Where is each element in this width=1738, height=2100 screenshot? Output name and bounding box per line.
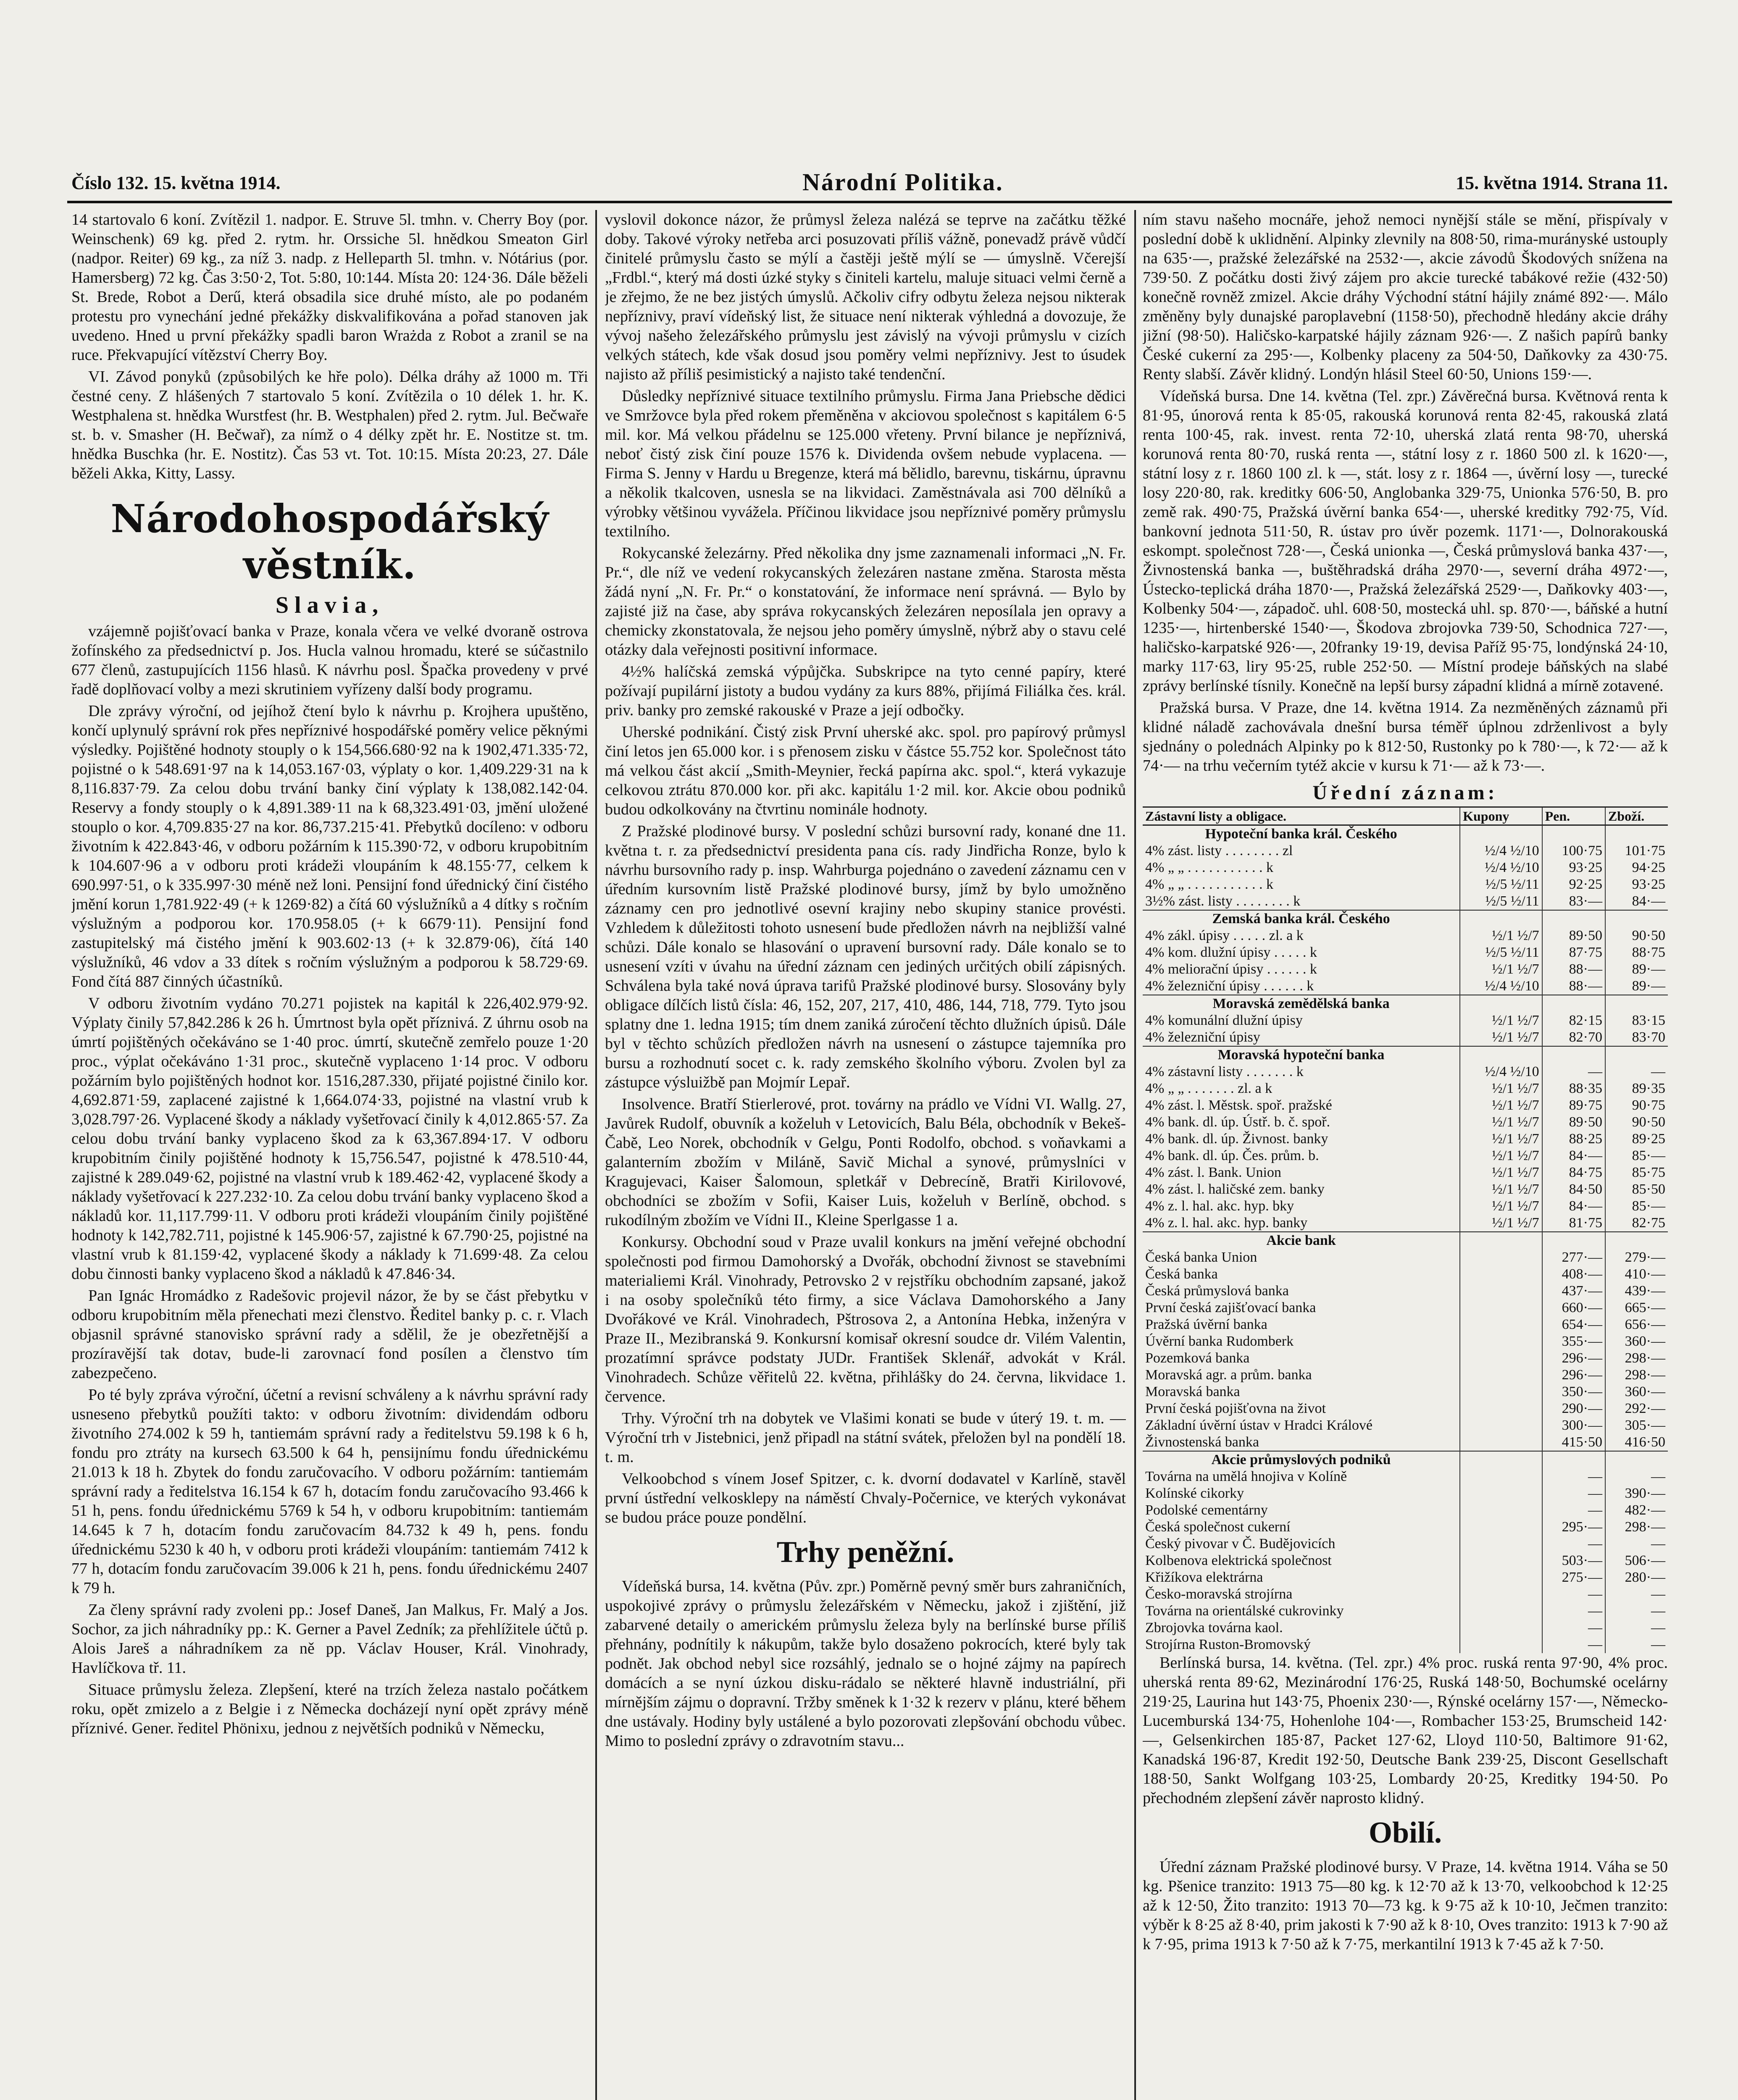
header-issue: Číslo 132. 15. května 1914. bbox=[71, 173, 281, 193]
table-cell: — bbox=[1605, 1636, 1668, 1653]
table-row bbox=[1143, 1012, 1668, 1029]
table-cell bbox=[1542, 1232, 1605, 1249]
table-cell: ½/1 ½/7 bbox=[1460, 1164, 1542, 1181]
article-paragraph: Velkoobchod s vínem Josef Spitzer, c. k. dvorní dodavatel v Karlíně, stavěl první ústřední velkosklepy na náměstí Chvaly-Počernice, ve kterých vykonávat se budou práce pouze pondělní. bbox=[605, 1470, 1126, 1526]
table-cell: 90·50 bbox=[1605, 1114, 1668, 1131]
table-cell: 410·— bbox=[1605, 1266, 1668, 1283]
table-cell: ½/1 ½/7 bbox=[1460, 927, 1542, 944]
table-cell: Česko-moravská strojírna bbox=[1145, 1586, 1293, 1602]
table-cell: Zbrojovka továrna kaol. bbox=[1145, 1620, 1283, 1635]
table-cell: ½/1 ½/7 bbox=[1460, 1181, 1542, 1198]
table-cell bbox=[1460, 910, 1542, 927]
table-cell: Pozemková banka bbox=[1145, 1350, 1250, 1366]
money-markets-heading: Trhy peněžní. bbox=[776, 1535, 954, 1569]
table-cell: Křižíkova elektrárna bbox=[1145, 1570, 1263, 1585]
table-cell: — bbox=[1542, 1636, 1605, 1653]
table-cell: 408·— bbox=[1542, 1266, 1605, 1283]
table-cell: 279·— bbox=[1605, 1249, 1668, 1266]
race-report-2: VI. Závod ponyků (způsobilých ke hře polo). Délka dráhy až 1000 m. Tři čestné ceny. Z hlášených 7 startovalo 5 koní. Zvítězila o 10 délek 1. hr. K. Westphalena st. hnědka Wurstfest (hr. B. Westphalen) před 2. rytm. Jul. Bečwaře st. b. v. Smasher (H. Bečwař), za nímž o 4 délky zpět hr. E. Nostitze st. tm. hnědka Buschka (hr. E. Nostitz). Čas 53 vt. Tot. 10:15. Místa 20:23, 27. Dále běželi Akka, Kitty, Lassy. bbox=[71, 368, 588, 482]
table-cell bbox=[1460, 1232, 1542, 1249]
table-cell: 439·— bbox=[1605, 1283, 1668, 1299]
table-row bbox=[1143, 1114, 1668, 1131]
table-cell: Továrna na umělá hnojiva v Kolíně bbox=[1145, 1469, 1347, 1484]
table-cell: Strojírna Ruston-Bromovský bbox=[1145, 1637, 1311, 1652]
table-cell: 4% zást. l. Městsk. spoř. pražské bbox=[1145, 1097, 1332, 1113]
table-cell: 88·— bbox=[1542, 961, 1605, 978]
table-cell: Kolbenova elektrická společnost bbox=[1145, 1553, 1332, 1568]
table-cell: 4% „ „ . . . . . . . . . . . k bbox=[1145, 860, 1274, 875]
table-cell: ½/5 ½/11 bbox=[1460, 893, 1542, 910]
table-row bbox=[1143, 910, 1668, 927]
table-row bbox=[1143, 876, 1668, 893]
table-row bbox=[1143, 1046, 1668, 1063]
header-title: Národní Politika. bbox=[802, 168, 1004, 196]
table-cell: — bbox=[1542, 1586, 1605, 1603]
table-cell bbox=[1605, 910, 1668, 927]
table-cell bbox=[1605, 825, 1668, 843]
table-cell: 87·75 bbox=[1542, 944, 1605, 961]
table-row bbox=[1143, 1536, 1668, 1552]
table-row bbox=[1143, 1063, 1668, 1080]
table-cell bbox=[1542, 1046, 1605, 1063]
table-cell: 82·70 bbox=[1542, 1029, 1605, 1046]
article-paragraph: V odboru životním vydáno 70.271 pojistek na kapitál k 226,402.979·92. Výplaty činily 57,842.286 k 26 h. Úmrtnost byla opět příznivá. Z úhrnu osob na úmrtí pojištěných očekáváno se 1·40 proc. úmrtí, skutečně zemřelo pouze 1·20 proc., výplat očekáváno 1·31 proc., skutečně vyplaceno 1·14 proc. V odboru požárním bylo pojištěných hodnot kor. 1516,287.330, přijaté pojistné činilo kor. 4,692.871·59, zaplacené zajistné k 1,664.074·33, pojistné na vlastní vrub k 3,028.797·26. Vyplacené škody a náklady vyšetřovací činily k 4,012.865·57. Za celou dobu trvání banky vyplaceno škod za k 63,367.894·17. V odboru krupobitním činily pojištěné hodnoty k 15,756.547, pojistné k 478.510·44, zajistné k 289.049·62, pojistné na vlastní vrub k 189.462·42, vyplacené škody a náklady vyšetřovací k 227.232·10. Za celou dobu trvání banky vyplaceno škod a nákladů kor. 11,117.799·11. V odboru proti krádeži vloupáním činily pojištěné hodnoty k 142,782.711, pojistné k 145.906·57, zajistné k 67.790·25, pojistné na vlastní vrub k 81.159·42, vyplacené škody a náklady k 71.699·48. Za celou dobu činnosti banky vyplaceno škod a nákladů k 47.846·34. bbox=[71, 995, 588, 1283]
article-paragraph: Pražská bursa. V Praze, dne 14. května 1914. Za nezměněných záznamů při klidné náladě zachovávala dnešní bursa téměř úplnou zdrženlivost a byly sjednány o polednách Alpinky po k 812·50, Rustonky po k 780·—, k 72·— až k 74·— na trhu večerním tytéž akcie v kursu k 71·— až k 73·—. bbox=[1143, 699, 1668, 774]
table-cell: ½/5 ½/11 bbox=[1460, 876, 1542, 893]
table-header: Zboží. bbox=[1605, 807, 1668, 825]
table-cell: 4% „ „ . . . . . . . . . . . k bbox=[1145, 877, 1274, 892]
article-paragraph: Dle zprávy výroční, od jejíhož čtení bylo k návrhu p. Krojhera upuštěno, končí uplynulý správní rok přes nepříznivé hospodářské poměry velice pěknými výsledky. Pojištěné hodnoty stouply o k 154,566.680·92 na k 1902,471.335·72, pojistné o k 548.691·97 na k 14,053.167·03, výplaty o kor. 1,409.229·31 na k 8,116.837·79. Za celou dobu trvání banky činí výplaty k 138,082.142·04. Reservy a fondy stouply o k 4,891.389·11 na k 68,323.491·03, jmění uložené stouplo o kor. 4,709.835·27 na kor. 86,737.215·41. Přebytků docíleno: v odboru životním k 422.843·46, v odboru požárním k 115.390·72, v odboru krupobitním k 104.607·96 a v odboru proti krádeži vloupáním k 48.155·77, celkem k 690.997·51, o k 335.997·30 méně než loni. Pensijní fond úřednický činí čistého jmění korun 1,781.922·49 (+ k 1269·82) a čítá 60 výslužníků a 4 dítky s ročním výslužným a podporou kor. 170.958.05 (+ k 6679·11). Pensijní fond zastupitelský má čistého jmění k 903.602·13 (+ k 32.879·06), čítá 140 výslužníků, 46 vdov a 33 dítek s ročním výslužným a podporou k 58.729·69. Fond čítá 887 činných účastníků. bbox=[71, 702, 588, 990]
table-cell: ½/1 ½/7 bbox=[1460, 1097, 1542, 1114]
table-row bbox=[1143, 859, 1668, 876]
table-cell bbox=[1460, 1502, 1542, 1519]
table-cell: 84·— bbox=[1605, 893, 1668, 910]
column-1 bbox=[71, 210, 588, 2100]
header-page: 15. května 1914. Strana 11. bbox=[1456, 173, 1668, 193]
article-paragraph: Trhy. Výroční trh na dobytek ve Vlašimi konati se bude v úterý 19. t. m. — Výroční trh v Jistebnici, jenž připadl na státní svátek, přeložen byl na pondělí 18. t. m. bbox=[605, 1410, 1126, 1466]
table-cell: První česká zajišťovací banka bbox=[1145, 1300, 1316, 1315]
table-cell: 83·15 bbox=[1605, 1012, 1668, 1029]
table-cell: ½/1 ½/7 bbox=[1460, 1114, 1542, 1131]
table-cell: — bbox=[1605, 1536, 1668, 1552]
table-row bbox=[1143, 1147, 1668, 1164]
table-cell: Živnostenská banka bbox=[1145, 1434, 1259, 1450]
table-cell: 503·— bbox=[1542, 1552, 1605, 1569]
table-cell bbox=[1605, 1046, 1668, 1063]
table-cell bbox=[1460, 1333, 1542, 1350]
table-cell: Podolské cementárny bbox=[1145, 1502, 1268, 1518]
table-cell bbox=[1460, 1485, 1542, 1502]
table-cell bbox=[1542, 910, 1605, 927]
table-row bbox=[1143, 1485, 1668, 1502]
table-cell: 290·— bbox=[1542, 1400, 1605, 1417]
table-cell: 4% bank. dl. úp. Ústř. b. č. spoř. bbox=[1145, 1114, 1330, 1130]
table-cell: 4% zást. l. Bank. Union bbox=[1145, 1165, 1281, 1180]
table-row bbox=[1143, 1316, 1668, 1333]
table-row bbox=[1143, 1603, 1668, 1620]
table-cell: 665·— bbox=[1605, 1299, 1668, 1316]
table-cell: 4% meliorační úpisy . . . . . . k bbox=[1145, 961, 1317, 977]
table-cell: Moravská zemědělská banka bbox=[1143, 995, 1460, 1012]
table-cell: ½/4 ½/10 bbox=[1460, 843, 1542, 859]
table-cell bbox=[1460, 1299, 1542, 1316]
table-cell: 4% bank. dl. úp. Živnost. banky bbox=[1145, 1131, 1328, 1147]
table-cell: 390·— bbox=[1605, 1485, 1668, 1502]
table-cell: 350·— bbox=[1542, 1383, 1605, 1400]
article-paragraph: Konkursy. Obchodní soud v Praze uvalil konkurs na jmění veřejné obchodní společnosti pod firmou Damohorský a Dvořák, obchodní živnost se stavebními materialiemi Král. Vinohrady, Petrovsko 2 v rejstříku obchodním zapsané, jakož i na osoby společníků této firmy, a sice Václava Damohorského a Jany Dvořákové ve Král. Vinohradech, Pštrosova 2, a Antonína Hebka, inženýra v Praze II., Mezibranská 9. Konkursní komisař okresní soudce dr. Vilém Valentin, prozatímní správce podstaty JUDr. František Sklenář, advokát v Král. Vinohradech. Schůze věřitelů 22. května, přihlášky do 24. června, likvidace 1. července. bbox=[605, 1233, 1126, 1405]
table-cell: ½/1 ½/7 bbox=[1460, 1131, 1542, 1147]
table-cell bbox=[1460, 1552, 1542, 1569]
table-cell: 88·25 bbox=[1542, 1131, 1605, 1147]
article-paragraph: Vídeňská bursa. Dne 14. května (Tel. zpr.) Závěrečná bursa. Květnová renta k 81·95, únorová renta k 85·05, rakouská korunová renta 82·45, rakouská zlatá renta 100·45, rak. invest. renta 72·10, uherská zlatá renta 98·70, uherská korunová renta 80·70, ruská renta —, státní losy z r. 1860 500 zl. k 1620·—, státní losy z r. 1860 100 zl. k —, stát. losy z r. 1864 —, úvěrní losy —, turecké losy 220·80, rak. kreditky 606·50, Anglobanka 329·75, Unionka 576·50, B. pro země rak. 490·75, Pražská úvěrní banka 654·—, uherské kreditky 792·75, Víd. bankovní jednota 511·50, R. ústav pro úvěr pozemk. 1171·—, Dolnorakouská eskompt. společnost 728·—, Česká unionka —, Česká průmyslová banka 437·—, Živnostenská banka —, buštěhradská dráha 2970·—, severní dráha 4972·—, Ústecko-teplická dráha 1870·—, Pražská železářská 2529·—, Daňkovky 403·—, Kolbenky 504·—, západoč. uhl. 608·50, mostecká uhl. sp. 870·—, báňské a hutní 1235·—, hirtenberské 1540·—, Škodova zbrojovka 739·50, Schodnica 727·—, haličsko-karpatské 926·—, 20franky 19·19, devisa Paříž 95·75, londýnská 24·10, marky 117·63, liry 95·25, ruble 252·50. — Místní prodeje báňských na slabé zprávy berlínské tísnily. Konečně na lepší bursy západní klidná a mírně zotavené. bbox=[1143, 387, 1668, 695]
table-cell: — bbox=[1605, 1468, 1668, 1485]
table-cell: Moravská hypoteční banka bbox=[1143, 1046, 1460, 1063]
table-cell: — bbox=[1542, 1502, 1605, 1519]
table-cell: 296·— bbox=[1542, 1367, 1605, 1383]
table-cell: 93·25 bbox=[1542, 859, 1605, 876]
table-row bbox=[1143, 1451, 1668, 1468]
table-cell bbox=[1460, 1434, 1542, 1451]
table-cell: 94·25 bbox=[1605, 859, 1668, 876]
table-cell: 298·— bbox=[1605, 1350, 1668, 1367]
table-cell: 89·35 bbox=[1605, 1080, 1668, 1097]
article-paragraph: Úřední záznam Pražské plodinové bursy. V Praze, 14. května 1914. Váha se 50 kg. Pšenice tranzito: 1913 75—80 kg. k 12·70 až k 13·70, velkoobchod k 12·25 až k 12·50, Žito tranzito: 1913 70—73 kg. k 9·75 až k 10·10, Ječmen tranzito: výběr k 8·25 až 8·40, prim jakosti k 7·90 až k 8·10, Oves tranzito: 1913 k 7·90 až k 7·95, prima 1913 k 7·50 až k 7·75, merkantilní 1913 k 7·45 až k 7·50. bbox=[1143, 1858, 1668, 1953]
table-cell: 82·15 bbox=[1542, 1012, 1605, 1029]
table-header: Zástavní listy a obligace. bbox=[1143, 807, 1460, 825]
table-cell: 298·— bbox=[1605, 1519, 1668, 1536]
table-cell: 90·75 bbox=[1605, 1097, 1668, 1114]
table-cell: 89·— bbox=[1605, 978, 1668, 995]
table-cell bbox=[1605, 995, 1668, 1012]
table-cell: 89·— bbox=[1605, 961, 1668, 978]
table-cell: ½/4 ½/10 bbox=[1460, 978, 1542, 995]
table-cell: 85·— bbox=[1605, 1198, 1668, 1215]
table-cell bbox=[1460, 1266, 1542, 1283]
table-cell: — bbox=[1542, 1620, 1605, 1636]
column-3 bbox=[1143, 210, 1668, 2100]
table-cell: 275·— bbox=[1542, 1569, 1605, 1586]
article-paragraph: vyslovil dokonce názor, že průmysl železa nalézá se teprve na začátku těžké doby. Takové výroky netřeba arci posuzovati příliš vážně, ponevadž právě vůdčí činitelé průmyslu často se mýlí a častěji ještě mýlí se — úmyslně. Včerejší „Frdbl.“, který má dosti úzké styky s činiteli kartelu, maluje situaci velmi černě a je zřejmo, že ne bez jistých úmyslů. Ačkoliv cifry odbytu železa nejsou nikterak nepříznivy, praví vídeňský list, že situace není nikterak výhledná a dovozuje, že vývoj našeho železářského průmyslu jest závislý na vývoji průmyslu v cizích velkých státech, kde však dosud jsou poměry velmi nepříznivy. Jest to úsudek najisto až příliš pesimistický a najisto také tendenční. bbox=[605, 211, 1126, 383]
table-cell bbox=[1460, 1383, 1542, 1400]
table-cell: Pražská úvěrní banka bbox=[1145, 1317, 1267, 1332]
table-cell: 305·— bbox=[1605, 1417, 1668, 1434]
table-cell: 88·— bbox=[1542, 978, 1605, 995]
article-paragraph: 4½% halíčská zemská výpůjčka. Subskripce na tyto cenné papíry, které požívají pupilární jistoty a budou vydány za kurs 88%, přijímá Filiálka čes. král. priv. banky pro zemské rakouské v Praze a její odbočky. bbox=[605, 663, 1126, 719]
table-cell: Česká banka bbox=[1145, 1266, 1218, 1282]
column-rule-1 bbox=[595, 210, 597, 2100]
table-row bbox=[1143, 1232, 1668, 1249]
table-row bbox=[1143, 944, 1668, 961]
table-cell: 89·50 bbox=[1542, 1114, 1605, 1131]
table-row bbox=[1143, 1350, 1668, 1367]
slavia-title: Slavia, bbox=[275, 592, 384, 618]
table-cell: Český pivovar v Č. Budějovicích bbox=[1145, 1536, 1336, 1551]
bond-price-table bbox=[1143, 806, 1668, 1653]
table-cell bbox=[1460, 1586, 1542, 1603]
table-cell: 101·75 bbox=[1605, 843, 1668, 859]
table-row bbox=[1143, 1519, 1668, 1536]
article-paragraph: Rokycanské železárny. Před několika dny jsme zaznamenali informaci „N. Fr. Pr.“, dle níž ve vedení rokycanských železáren nastane změna. Starosta města žádá nyní „N. Fr. Pr.“ o konstatování, že informace není správná. — Bylo by zajisté již na čase, aby správa rokycanských železáren neposílala jen opravy a chemicky zkonstatovala, že nejsou jeho poměry úmyslně, nýbrž aby o stavu celé otázky dala veřejnosti positivní informace. bbox=[605, 544, 1126, 659]
table-header: Kupony bbox=[1460, 807, 1542, 825]
table-cell: 84·— bbox=[1542, 1198, 1605, 1215]
table-cell bbox=[1605, 1232, 1668, 1249]
table-cell: ½/1 ½/7 bbox=[1460, 1198, 1542, 1215]
table-cell bbox=[1542, 995, 1605, 1012]
table-cell: — bbox=[1605, 1586, 1668, 1603]
table-cell bbox=[1460, 1636, 1542, 1653]
table-cell: 4% železniční úpisy . . . . . . k bbox=[1145, 978, 1314, 994]
table-row bbox=[1143, 927, 1668, 944]
table-cell bbox=[1460, 1569, 1542, 1586]
table-cell: 360·— bbox=[1605, 1333, 1668, 1350]
article-paragraph: Pan Ignác Hromádko z Radešovic projevil názor, že by se část přebytku v odboru krupobitním měla přenechati mezi členstvo. Ředitel banky p. c. r. Vlach objasnil správné stanovisko správní rady a sdělil, že je obezřetnější a prozíravější tak dotav, bude-li zarovnací fond posílen a členstvo tím zabezpečeno. bbox=[71, 1287, 588, 1382]
table-cell: 506·— bbox=[1605, 1552, 1668, 1569]
table-cell: 83·70 bbox=[1605, 1029, 1668, 1046]
table-cell: 84·75 bbox=[1542, 1164, 1605, 1181]
table-cell: ½/1 ½/7 bbox=[1460, 1215, 1542, 1232]
article-paragraph: Situace průmyslu železa. Zlepšení, které na trzích železa nastalo počátkem roku, opět zmizelo a z Belgie i z Německa docházejí nyní opět zprávy méně příznivé. Gener. ředitel Phönixu, jednou z největších podniků v Německu, bbox=[71, 1681, 588, 1737]
table-cell: 660·— bbox=[1542, 1299, 1605, 1316]
table-row bbox=[1143, 995, 1668, 1012]
table-cell bbox=[1460, 1046, 1542, 1063]
table-cell: 300·— bbox=[1542, 1417, 1605, 1434]
table-row bbox=[1143, 1181, 1668, 1198]
table-cell: 85·50 bbox=[1605, 1181, 1668, 1198]
table-cell: 4% zástavní listy . . . . . . . k bbox=[1145, 1064, 1304, 1079]
table-cell: 88·35 bbox=[1542, 1080, 1605, 1097]
table-cell: 85·— bbox=[1605, 1147, 1668, 1164]
table-cell: 4% kom. dlužní úpisy . . . . . k bbox=[1145, 945, 1317, 960]
table-cell: ½/4 ½/10 bbox=[1460, 859, 1542, 876]
table-cell: Továrna na orientálské cukrovinky bbox=[1145, 1603, 1344, 1619]
table-cell: Hypoteční banka král. Českého bbox=[1143, 825, 1460, 843]
table-row bbox=[1143, 843, 1668, 859]
table-row bbox=[1143, 1198, 1668, 1215]
table-cell: — bbox=[1542, 1485, 1605, 1502]
table-cell: Kolínské cikorky bbox=[1145, 1486, 1244, 1501]
table-cell: ½/1 ½/7 bbox=[1460, 1029, 1542, 1046]
table-row bbox=[1143, 1333, 1668, 1350]
table-row bbox=[1143, 1502, 1668, 1519]
table-cell bbox=[1460, 1451, 1542, 1468]
table-cell: 93·25 bbox=[1605, 876, 1668, 893]
table-cell: 84·50 bbox=[1542, 1181, 1605, 1198]
table-cell: Akcie průmyslových podniků bbox=[1143, 1451, 1460, 1468]
table-cell: ½/1 ½/7 bbox=[1460, 1147, 1542, 1164]
table-cell bbox=[1460, 1350, 1542, 1367]
table-cell: 292·— bbox=[1605, 1400, 1668, 1417]
table-cell: — bbox=[1542, 1468, 1605, 1485]
table-cell: — bbox=[1542, 1603, 1605, 1620]
table-cell bbox=[1542, 1451, 1605, 1468]
article-paragraph: Po té byly zpráva výroční, účetní a revisní schváleny a k návrhu správní rady usneseno přebytků použíti takto: v odboru životním: dividendám odboru životního 274.002 k 59 h, tantiemám správní rady a ředitelstvu 59.198 k 6 h, fondu pro ztráty na kursech 63.500 k 64 h, pensijnímu fondu úřednickému 21.013 k 18 h. Zbytek do fondu zaručovacího. V odboru požárním: tantiemám správní rady a ředitelstva 16.154 k 67 h, dotacím fondu zaručovacího 93.466 k 51 h, pens. fondu úřednickému 5769 k 54 h, v odboru krupobitním: tantiemám 14.645 k 7 h, dotacím fondu zaručovacím 84.732 k 49 h, pens. fondu úřednickému 5230 k 40 h, v odboru proti krádeži vloupáním: tantiemám 7412 k 77 h, dotacím fondu zaručovacím 39.006 k 21 h, pens. fondu úřednickému 2407 k 79 h. bbox=[71, 1386, 588, 1597]
table-cell: 100·75 bbox=[1542, 843, 1605, 859]
table-row bbox=[1143, 1283, 1668, 1299]
table-cell: — bbox=[1542, 1063, 1605, 1080]
table-cell: 4% bank. dl. úp. Čes. prům. b. bbox=[1145, 1148, 1319, 1163]
table-cell: 3½% zást. listy . . . . . . . . k bbox=[1145, 893, 1301, 909]
table-row bbox=[1143, 1266, 1668, 1283]
table-cell: Zemská banka král. Českého bbox=[1143, 910, 1460, 927]
table-cell: ½/1 ½/7 bbox=[1460, 1012, 1542, 1029]
table-cell bbox=[1605, 1451, 1668, 1468]
table-cell bbox=[1460, 1519, 1542, 1536]
article-paragraph: Vídeňská bursa, 14. května (Pův. zpr.) Poměrně pevný směr burs zahraničních, uspokojivé zprávy o průmyslu železářském v Německu, jakož i zjištění, již zabarvené detaily o americkém průmyslu železa byly na berlínské burse příliš přehnány, podnítily k nákupům, takže bylo dosaženo pokrocích, které byly tak podnět. Jak obchod nebyl sice rozsáhlý, jednalo se o hojné zájmy na papírech domácích a se nyní úzkou disku-rádalo se některé hlavně industriální, při mírnějším zájmu o dopravní. Tržby směnek k 1·32 k rezerv v plánu, které během dne ustávaly. Hodiny byly ustálené a bylo pozorovati zlepšování obchodu vůbec. Mimo to poslední zprávy o zdravotním stavu... bbox=[605, 1578, 1126, 1750]
table-cell: Akcie bank bbox=[1143, 1232, 1460, 1249]
table-cell: 4% zást. l. haličské zem. banky bbox=[1145, 1181, 1325, 1197]
table-cell: 90·50 bbox=[1605, 927, 1668, 944]
table-cell bbox=[1460, 1468, 1542, 1485]
table-row bbox=[1143, 978, 1668, 995]
table-cell: 4% z. l. hal. akc. hyp. bky bbox=[1145, 1198, 1294, 1214]
race-report-1: 14 startovalo 6 koní. Zvítězil 1. nadpor. E. Struve 5l. tmhn. v. Cherry Boy (por. Weinschenk) 69 kg. před 2. rytm. hr. Orssiche 5l. hnědkou Smeaton Girl (nadpor. Reiter) 69 kg., za níž 3. nadp. z Helleparth 5l. tmhn. v. Nótárius (por. Hamersberg) 72 kg. Čas 3:50·2, Tot. 5:80, 10:144. Místa 20: 124·36. Dále běželi St. Brede, Robot a Derű, která obsadila sice druhé místo, ale po podaném protestu pro vynechání jedné překážky diskvalifikována a pořad stanoven jak uvedeno. Hned u první překážky spadli baron Wrażda z Robot a zranil se na ruce. Překvapující vítězství Cherry Boy. bbox=[71, 211, 588, 364]
table-row bbox=[1143, 1552, 1668, 1569]
table-cell: 89·25 bbox=[1605, 1131, 1668, 1147]
table-cell: 298·— bbox=[1605, 1367, 1668, 1383]
table-cell: 89·50 bbox=[1542, 927, 1605, 944]
article-paragraph: Z Pražské plodinové bursy. V poslední schůzi bursovní rady, konané dne 11. května t. r. za předsednictví presidenta pana cís. rady Jindřicha Ronze, bylo k návrhu bursovního rady p. insp. Wahrburga pojednáno o zavedení záznamu cen v úředním kursovním listě Pražské plodinové bursy, jímž by bylo umožněno záznamy cen pro jednotlivé osevní krajiny nebo skupiny stanice provésti. Vzhledem k důležitosti tohoto usnesení bude předložen návrh na nejbližší valné schůzi. Dále konalo se hlasování o upravení bursovní rady. Dále konalo se to usnesení vzíti v úvahu na úřední záznam cen jediných určitých obilí zápisných. Schválena byla také nová úprava tarifů Pražské plodinové bursy. Slosovány byly obligace dílčích listů čísla: 46, 152, 207, 217, 410, 486, 144, 718, 779. Tyto jsou splatny dne 1. ledna 1915; tím dnem zaniká zúročení těchto dlužních úpisů. Dále byl v těchto schůzích předložen návrh na usnesení o zástupce tajemníka pro bursu a rozhodnutí socet c. k. rady zemského školního výboru. Zvolen byl za zástupce výsluižbě pan Mojmír Lepař. bbox=[605, 822, 1126, 1091]
table-cell: 280·— bbox=[1605, 1569, 1668, 1586]
table-cell: 4% zákl. úpisy . . . . . zl. a k bbox=[1145, 928, 1304, 943]
table-cell: — bbox=[1542, 1536, 1605, 1552]
table-cell: 85·75 bbox=[1605, 1164, 1668, 1181]
table-cell: 656·— bbox=[1605, 1316, 1668, 1333]
table-cell bbox=[1460, 1620, 1542, 1636]
table-cell: ½/4 ½/10 bbox=[1460, 1063, 1542, 1080]
table-header-row bbox=[1143, 807, 1668, 825]
table-cell: — bbox=[1605, 1620, 1668, 1636]
table-row bbox=[1143, 1215, 1668, 1232]
table-cell bbox=[1460, 1283, 1542, 1299]
column-rule-2 bbox=[1134, 210, 1136, 2100]
table-cell: ½/1 ½/7 bbox=[1460, 961, 1542, 978]
table-cell: 81·75 bbox=[1542, 1215, 1605, 1232]
table-cell: 654·— bbox=[1542, 1316, 1605, 1333]
table-cell: Moravská agr. a prům. banka bbox=[1145, 1367, 1312, 1383]
table-cell: 4% „ „ . . . . . . . zl. a k bbox=[1145, 1081, 1273, 1096]
table-row bbox=[1143, 1383, 1668, 1400]
table-row bbox=[1143, 1434, 1668, 1451]
table-cell: — bbox=[1605, 1603, 1668, 1620]
article-paragraph: Uherské podnikání. Čistý zisk První uherské akc. spol. pro papírový průmysl činí letos jen 65.000 kor. i s přenosem zisku v částce 55.752 kor. Společnost táto má velkou část akcií „Smith-Meynier, řecká papírna akc. spol.“, která vykazuje celkovou ztrátu 870.000 kor. při akc. kapitálu 1·2 mil. kor. Akcie obou podniků budou odkolkovány na čtvrtinu nominále hodnoty. bbox=[605, 723, 1126, 818]
table-cell: 437·— bbox=[1542, 1283, 1605, 1299]
table-row bbox=[1143, 1299, 1668, 1316]
table-cell: 89·75 bbox=[1542, 1097, 1605, 1114]
article-paragraph: Důsledky nepříznivé situace textilního průmyslu. Firma Jana Priebsche dědici ve Smržovce byla před rokem přeměněna v akciovou společnost s kapitálem 6·5 mil. kor. Má velkou přádelnu se 125.000 vřeteny. První bilance je nepříznivá, neboť čistý zisk činí pouze 1576 k. Dividenda ovšem nebude vyplacena. — Firma S. Jenny v Hardu u Bregenze, která má bělidlo, barevnu, tiskárnu, úpravnu a několik tkalcoven, usnesla se na likvidaci. Zaměstnávala asi 700 dělníků a výrobky většinou vyvážela. Příčinou likvidace jsou nepříznivé poměry průmyslu textilního. bbox=[605, 387, 1126, 540]
table-cell: 4% zást. listy . . . . . . . . zl bbox=[1145, 843, 1293, 858]
table-cell: 360·— bbox=[1605, 1383, 1668, 1400]
section-title: Národohospodářský věstník. bbox=[110, 496, 549, 588]
grain-heading: Obilí. bbox=[1368, 1816, 1442, 1849]
table-row bbox=[1143, 961, 1668, 978]
table-row bbox=[1143, 1400, 1668, 1417]
table-cell: ½/5 ½/11 bbox=[1460, 944, 1542, 961]
table-cell: 82·75 bbox=[1605, 1215, 1668, 1232]
table-cell: Moravská banka bbox=[1145, 1384, 1240, 1399]
table-cell: 84·— bbox=[1542, 1147, 1605, 1164]
table-cell: 88·75 bbox=[1605, 944, 1668, 961]
table-body bbox=[1143, 825, 1668, 1654]
table-row bbox=[1143, 1080, 1668, 1097]
table-header: Pen. bbox=[1542, 807, 1605, 825]
table-cell bbox=[1460, 1316, 1542, 1333]
table-cell: 4% železniční úpisy bbox=[1145, 1029, 1260, 1045]
table-cell: 4% komunální dlužní úpisy bbox=[1145, 1013, 1303, 1028]
table-cell bbox=[1460, 995, 1542, 1012]
table-cell: Česká společnost cukerní bbox=[1145, 1519, 1291, 1535]
table-cell: 4% z. l. hal. akc. hyp. banky bbox=[1145, 1215, 1308, 1231]
table-row bbox=[1143, 1029, 1668, 1046]
table-cell: Úvěrní banka Rudomberk bbox=[1145, 1334, 1294, 1349]
table-row bbox=[1143, 825, 1668, 843]
table-cell: 296·— bbox=[1542, 1350, 1605, 1367]
table-cell: 83·— bbox=[1542, 893, 1605, 910]
table-row bbox=[1143, 1468, 1668, 1485]
table-cell: 92·25 bbox=[1542, 876, 1605, 893]
table-row bbox=[1143, 1131, 1668, 1147]
table-cell bbox=[1542, 825, 1605, 843]
table-row bbox=[1143, 1620, 1668, 1636]
table-row bbox=[1143, 893, 1668, 910]
table-cell: — bbox=[1605, 1063, 1668, 1080]
table-cell: ½/1 ½/7 bbox=[1460, 1080, 1542, 1097]
table-cell bbox=[1460, 1249, 1542, 1266]
table-cell bbox=[1460, 825, 1542, 843]
table-row bbox=[1143, 1367, 1668, 1383]
table-cell bbox=[1460, 1400, 1542, 1417]
table-cell: 295·— bbox=[1542, 1519, 1605, 1536]
table-row bbox=[1143, 1164, 1668, 1181]
article-paragraph: Insolvence. Bratří Stierlerové, prot. továrny na prádlo ve Vídni VI. Wallg. 27, Javůrek Rudolf, obuvník a koželuh v Letovicích, Balu Béla, obchodník v Bekeš-Čabě, Leo Norek, obchodník v Gelgu, Ponti Rodolfo, obchod. s voňavkami a galanterním zbožím v Miláně, Savič Michal a synové, průmyslníci v Kragujevaci, Kaiser Šalomoun, spletkář v Debrecíně, Bratři Kirilovové, obchodníci se zbožím v Sofii, Kaiser Luis, koželuh v Berlíně, obchod. s rukodílným zbožím ve Vídni II., Kleine Sperlgasse 1 a. bbox=[605, 1095, 1126, 1229]
official-quote-heading: Úřední záznam: bbox=[1312, 782, 1498, 804]
table-cell: 416·50 bbox=[1605, 1434, 1668, 1451]
table-cell bbox=[1460, 1417, 1542, 1434]
article-paragraph: Za členy správní rady zvoleni pp.: Josef Daneš, Jan Malkus, Fr. Malý a Jos. Sochor, za jich náhradníky pp.: K. Gerner a Pavel Zedník; za přehlížitele účtů p. Alois Jareš a náhradníkem za ně pp. Václav Houser, Král. Vinohrady, Havlíčkova tř. 11. bbox=[71, 1601, 588, 1677]
table-cell: Základní úvěrní ústav v Hradci Králové bbox=[1145, 1418, 1373, 1433]
table-cell: Česká banka Union bbox=[1145, 1250, 1257, 1265]
table-cell bbox=[1460, 1367, 1542, 1383]
article-paragraph: Berlínská bursa, 14. května. (Tel. zpr.) 4% proc. ruská renta 97·90, 4% proc. uherská renta 89·62, Mezinárodní 176·25, Ruská 148·50, Bochumské ocelárny 219·25, Laurina hut 143·75, Phoenix 230·—, Rýnské ocelárny 157·—, Německo-Lucemburská 134·75, Hohenlohe 104·—, Rombacher 153·25, Brumscheid 142·—, Gelsenkirchen 185·87, Packet 127·62, Lloyd 110·50, Baltimore 91·62, Kanadská 196·87, Kredit 192·50, Deutsche Bank 239·25, Discont Gesellschaft 188·50, Sankt Wolfgang 103·25, Lombardy 20·25, Kreditky 194·50. Po přechodném zlepšení závěr naprosto klidný. bbox=[1143, 1654, 1668, 1807]
table-cell bbox=[1460, 1536, 1542, 1552]
table-cell: První česká pojišťovna na život bbox=[1145, 1401, 1326, 1416]
table-row bbox=[1143, 1586, 1668, 1603]
table-cell: 277·— bbox=[1542, 1249, 1605, 1266]
table-row bbox=[1143, 1417, 1668, 1434]
page-header bbox=[71, 168, 1668, 206]
header-rule bbox=[67, 201, 1672, 203]
table-row bbox=[1143, 1249, 1668, 1266]
table-row bbox=[1143, 1636, 1668, 1653]
article-paragraph: ním stavu našeho mocnáře, jehož nemoci nynější stále se mění, přispívaly v poslední době k uklidnění. Alpinky zlevnily na 808·50, rima-murányské ustouply na 635·—, pražské železářské na 2532·—, akcie závodů Škodových snížena na 739·50. Z počátku dosti živý zájem pro akcie turecké tabákové režie (432·50) konečně rovněž zmizel. Akcie dráhy Východní státní hájily známé 892·—. Málo změněny byly dunajské paroplavební (1158·50), přechodně hledány akcie dráhy jižní (98·50). Haličsko-karpatské hájily záznam 926·—. Z našich papírů banky České cukerní za 295·—, Kolbenky placeny za 504·50, Daňkovky za 430·75. Renty slabší. Závěr klidný. Londýn hlásil Steel 60·50, Unions 159·—. bbox=[1143, 211, 1668, 383]
table-cell: 482·— bbox=[1605, 1502, 1668, 1519]
article-paragraph: vzájemně pojišťovací banka v Praze, konala včera ve velké dvoraně ostrova žofínského za předsednictví p. Jos. Hucla valnou hromadu, které se súčastnilo 677 členů, zastupujících 1156 hlasů. K návrhu posl. Špačka provedeny v prvé řadě doplňovací volby a mezi skrutiniem vyřízeny další body programu. bbox=[71, 622, 588, 698]
table-row bbox=[1143, 1097, 1668, 1114]
table-row bbox=[1143, 1569, 1668, 1586]
column-2 bbox=[605, 210, 1126, 2100]
table-cell: 415·50 bbox=[1542, 1434, 1605, 1451]
table-cell: 355·— bbox=[1542, 1333, 1605, 1350]
table-cell: Česká průmyslová banka bbox=[1145, 1283, 1289, 1299]
table-cell bbox=[1460, 1603, 1542, 1620]
